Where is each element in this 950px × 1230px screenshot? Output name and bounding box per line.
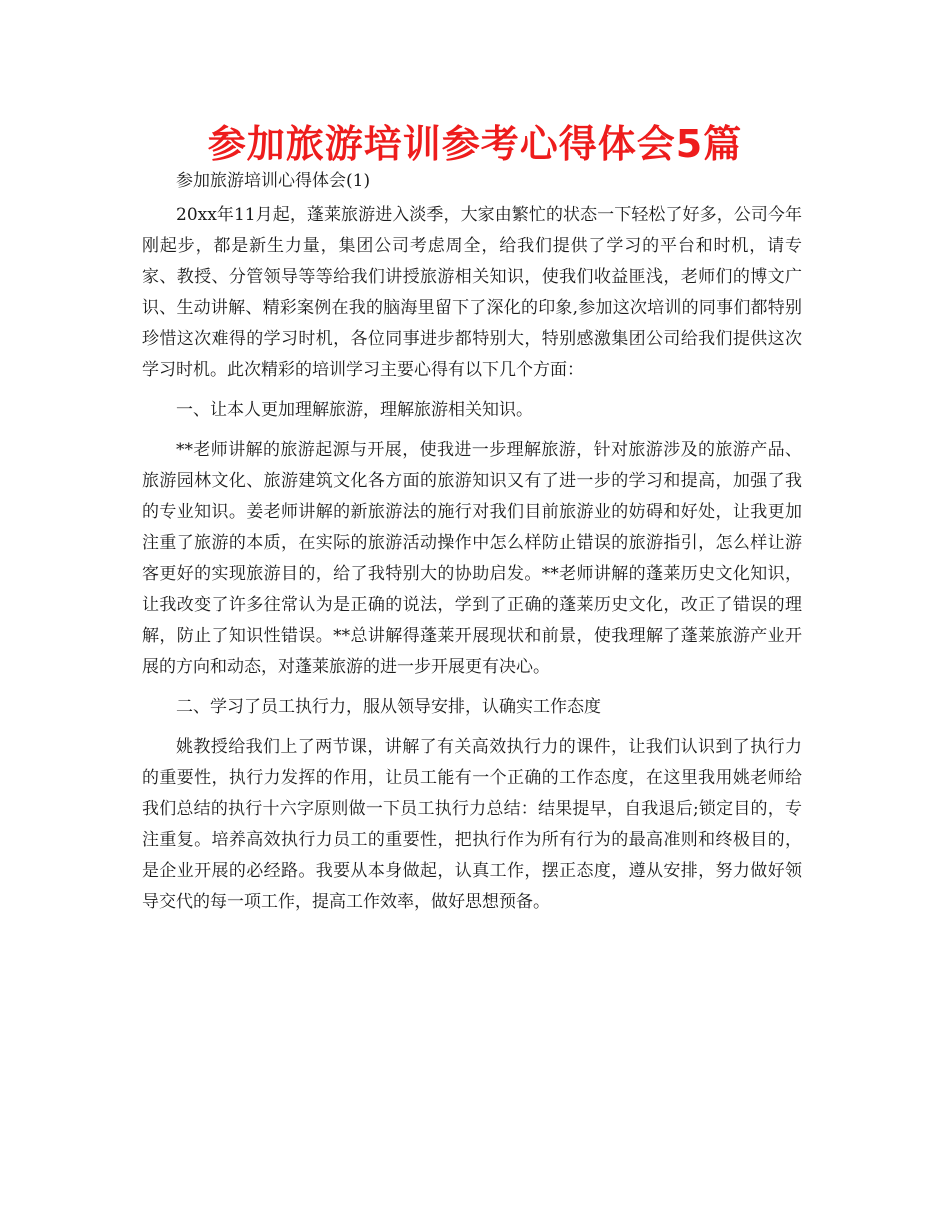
paragraph-intro: 20xx年11月起，蓬莱旅游进入淡季，大家由繁忙的状态一下轻松了好多，公司今年刚起步，都是新生力量，集团公司考虑周全，给我们提供了学习的平台和时机，请专家、教授、分管领导等等给我们讲授旅游相关知识，使我们收益匪浅，老师们的博文广识、生动讲解、精彩案例在我的脑海里留下了深化的印象,参加这次培训的同事们都特别珍惜这次难得的学习时机，各位同事进步都特别大，特别感激集团公司给我们提供这次学习时机。此次精彩的培训学习主要心得有以下几个方面： bbox=[142, 205, 802, 380]
document-title: 参加旅游培训参考心得体会5篇 bbox=[207, 122, 743, 166]
paragraph-section-1: **老师讲解的旅游起源与开展，使我进一步理解旅游，针对旅游涉及的旅游产品、旅游园林文化、旅游建筑文化各方面的旅游知识又有了进一步的学习和提高，加强了我的专业知识。姜老师讲解的新旅游法的施行对我们目前旅游业的妨碍和好处，让我更加注重了旅游的本质，在实际的旅游活动操作中怎么样防止错误的旅游指引，怎么样让游客更好的实现旅游目的，给了我特别大的协助启发。**老师讲解的蓬莱历史文化知识，让我改变了许多往常认为是正确的说法，学到了正确的蓬莱历史文化，改正了错误的理解，防止了知识性错误。**总讲解得蓬莱开展现状和前景，使我理解了蓬莱旅游产业开展的方向和动态，对蓬莱旅游的进一步开展更有决心。 bbox=[142, 440, 802, 677]
section-subtitle: 参加旅游培训心得体会(1) bbox=[176, 171, 371, 191]
document-body bbox=[142, 166, 802, 918]
paragraph-section-2: 姚教授给我们上了两节课，讲解了有关高效执行力的课件，让我们认识到了执行力的重要性，执行力发挥的作用，让员工能有一个正确的工作态度，在这里我用姚老师给我们总结的执行十六字原则做一下员工执行力总结：结果提早，自我退后;锁定目的，专注重复。培养高效执行力员工的重要性，把执行作为所有行为的最高准则和终极目的，是企业开展的必经路。我要从本身做起，认真工作，摆正态度，遵从安排，努力做好领导交代的每一项工作，提高工作效率，做好思想预备。 bbox=[142, 737, 802, 912]
section-heading-2: 二、学习了员工执行力，服从领导安排，认确实工作态度 bbox=[176, 697, 601, 717]
section-heading-1: 一、让本人更加理解旅游，理解旅游相关知识。 bbox=[176, 400, 533, 420]
